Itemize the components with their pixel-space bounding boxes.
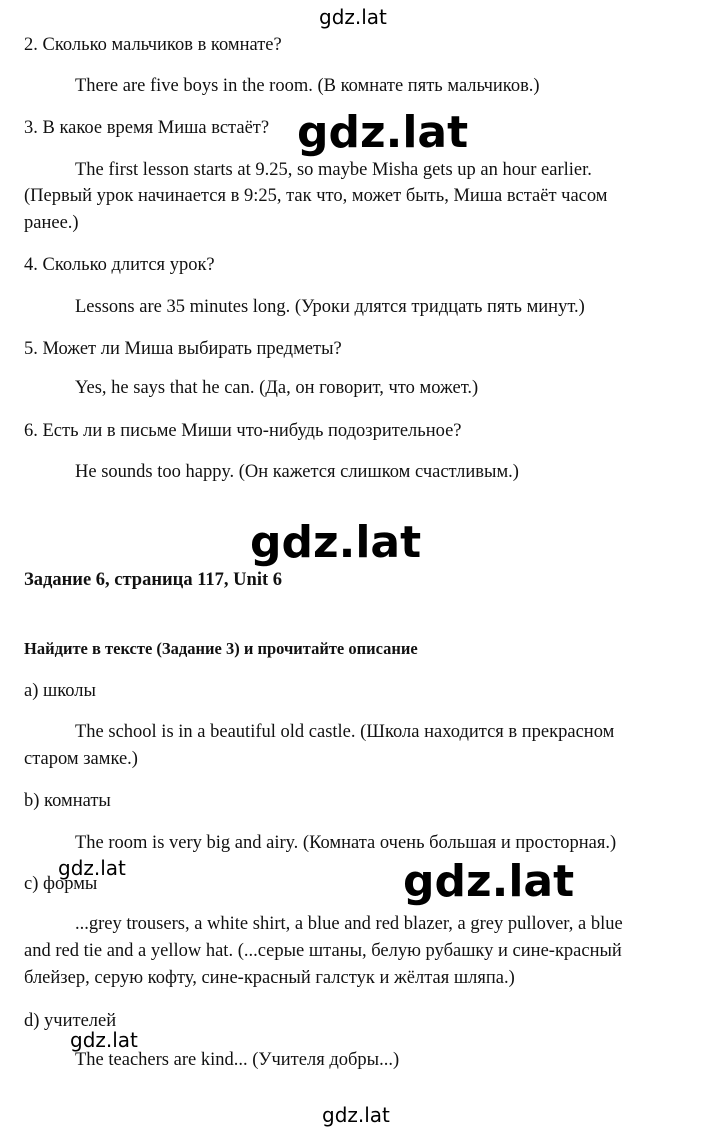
item-b-label: b) комнаты	[24, 791, 111, 811]
item-c-answer-line-3: блейзер, серую кофту, сине-красный галстук и жёлтая шляпа.)	[24, 968, 515, 988]
answer-4-line-1: Lessons are 35 minutes long. (Уроки длятся тридцать пять минут.)	[75, 297, 585, 317]
item-c-answer-line-1: ...grey trousers, a white shirt, a blue and red blazer, a grey pullover, a blue	[75, 914, 623, 934]
answer-6-line-1: He sounds too happy. (Он кажется слишком счастливым.)	[75, 462, 519, 482]
item-a-label: a) школы	[24, 681, 96, 701]
question-5: 5. Может ли Миша выбирать предметы?	[24, 339, 342, 359]
item-d-label: d) учителей	[24, 1011, 117, 1031]
question-6: 6. Есть ли в письме Миши что-нибудь подозрительное?	[24, 421, 462, 441]
item-c-answer-line-2: and red tie and a yellow hat. (...серые штаны, белую рубашку и сине-красный	[24, 941, 622, 961]
watermark-c-small: gdz.lat	[58, 856, 126, 880]
task-instruction: Найдите в тексте (Задание 3) и прочитайте описание	[24, 639, 418, 658]
question-2: 2. Сколько мальчиков в комнате?	[24, 35, 282, 55]
answer-3-line-2: (Первый урок начинается в 9:25, так что, может быть, Миша встаёт часом	[24, 186, 608, 206]
task-title: Задание 6, страница 117, Unit 6	[24, 570, 282, 590]
watermark-bottom: gdz.lat	[322, 1103, 390, 1127]
item-b-answer-line-1: The room is very big and airy. (Комната очень большая и просторная.)	[75, 833, 617, 853]
watermark-c-big: gdz.lat	[403, 856, 575, 907]
item-c-label: c) формы	[24, 874, 98, 894]
question-3: 3. В какое время Миша встаёт?	[24, 118, 270, 138]
watermark-q3: gdz.lat	[297, 107, 469, 158]
watermark-d-small: gdz.lat	[70, 1028, 138, 1052]
item-a-answer-line-1: The school is in a beautiful old castle. (Школа находится в прекрасном	[75, 722, 615, 742]
answer-2-line-1: There are five boys in the room. (В комнате пять мальчиков.)	[75, 76, 540, 96]
item-a-answer-line-2: старом замке.)	[24, 749, 138, 769]
question-4: 4. Сколько длится урок?	[24, 255, 215, 275]
item-d-answer-line-1: The teachers are kind... (Учителя добры...)	[75, 1050, 400, 1070]
watermark-top: gdz.lat	[319, 5, 387, 29]
answer-3-line-3: ранее.)	[24, 213, 79, 233]
answer-3-line-1: The first lesson starts at 9.25, so maybe Misha gets up an hour earlier.	[75, 160, 592, 180]
watermark-mid: gdz.lat	[250, 517, 422, 568]
answer-5-line-1: Yes, he says that he can. (Да, он говорит, что может.)	[75, 378, 479, 398]
